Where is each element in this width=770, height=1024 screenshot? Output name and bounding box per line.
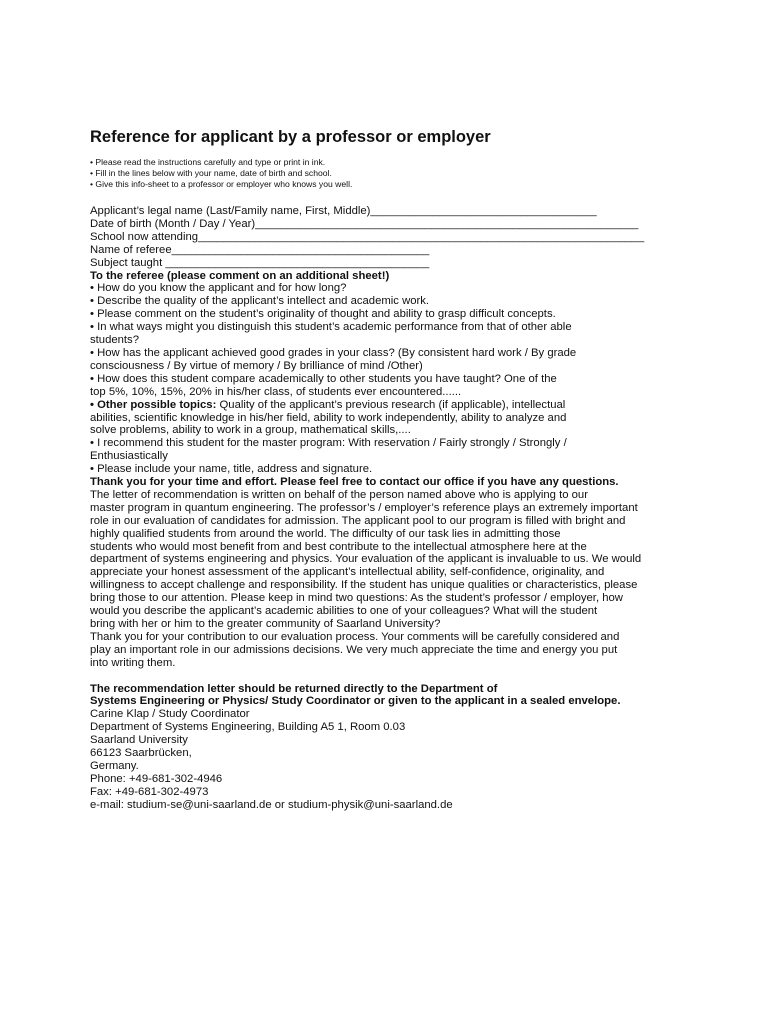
- question-item: [90, 399, 690, 412]
- instruction-item: • Give this info-sheet to a professor or employer who knows you well.: [90, 179, 353, 189]
- document-page: [90, 124, 690, 812]
- paragraph-line: willingness to accept challenge and responsibility. If the student has unique qualities or characteristics, please: [90, 579, 638, 592]
- question-item: • Please include your name, title, address and signature.: [90, 463, 373, 476]
- paragraph-spacer: [90, 670, 690, 683]
- document-body: [90, 205, 690, 812]
- paragraph-line: role in our evaluation of candidates for admission. The applicant pool to our program is filled with bright and: [90, 514, 626, 527]
- return-notice-line: The recommendation letter should be returned directly to the Department of: [90, 682, 498, 695]
- referee-name-field[interactable]: Name of referee_________________________________________: [90, 243, 430, 256]
- instructions-list: [90, 157, 690, 190]
- paragraph-line: bring with her or him to the greater community of Saarland University?: [90, 618, 441, 630]
- paragraph-line: appreciate your honest assessment of the applicant’s intellectual ability, self-confidence, originality, and: [90, 566, 605, 579]
- question-item: Enthusiastically: [90, 450, 168, 463]
- question-item: • Describe the quality of the applicant’s intellect and academic work.: [90, 295, 430, 308]
- paragraph-line: Thank you for your contribution to our evaluation process. Your comments will be carefully considered and: [90, 630, 620, 643]
- contact-department: Department of Systems Engineering, Building A5 1, Room 0.03: [90, 721, 406, 734]
- question-item: abilities, scientific knowledge in his/her field, ability to work independently, ability to analyze and: [90, 411, 567, 424]
- contact-university: Saarland University: [90, 734, 188, 747]
- contact-name: Carine Klap / Study Coordinator: [90, 708, 250, 721]
- question-item: • How do you know the applicant and for how long?: [90, 282, 347, 295]
- thanks-line: Thank you for your time and effort. Please feel free to contact our office if you have any questions.: [90, 476, 619, 489]
- referee-heading: To the referee (please comment on an additional sheet!): [90, 269, 390, 282]
- other-topics-label: • Other possible topics:: [90, 398, 217, 411]
- instruction-item: • Please read the instructions carefully and type or print in ink.: [90, 157, 326, 167]
- question-item: students?: [90, 334, 139, 347]
- question-item: • In what ways might you distinguish this student’s academic performance from that of other able: [90, 321, 572, 334]
- contact-country: Germany.: [90, 759, 139, 772]
- contact-city: 66123 Saarbrücken,: [90, 747, 192, 760]
- page-title: Reference for applicant by a professor or employer: [90, 128, 491, 146]
- question-item: • How has the applicant achieved good grades in your class? (By consistent hard work / By grade: [90, 346, 577, 359]
- contact-email[interactable]: e-mail: studium-se@uni-saarland.de or studium-physik@uni-saarland.de: [90, 798, 453, 811]
- recommendation-paragraph: [90, 489, 690, 670]
- question-item: • Please comment on the student’s originality of thought and ability to grasp difficult concepts.: [90, 308, 556, 321]
- return-notice-line: Systems Engineering or Physics/ Study Coordinator or given to the applicant in a sealed envelope.: [90, 695, 621, 708]
- paragraph-line: would you describe the applicant’s academic abilities to one of your colleagues? What will the student: [90, 605, 598, 618]
- paragraph-line: into writing them.: [90, 656, 176, 669]
- return-notice: [90, 683, 690, 709]
- contact-phone: Phone: +49-681-302-4946: [90, 772, 223, 785]
- form-fields: [90, 205, 690, 270]
- legal-name-field[interactable]: Applicant’s legal name (Last/Family name, First, Middle)____________________________________: [90, 205, 597, 217]
- subject-taught-field[interactable]: Subject taught __________________________________________: [90, 256, 430, 269]
- paragraph-line: bring those to our attention. Please keep in mind two questions: As the student’s professor / employer, how: [90, 592, 623, 605]
- instruction-item: • Fill in the lines below with your name, date of birth and school.: [90, 168, 332, 178]
- paragraph-line: The letter of recommendation is written on behalf of the person named above who is applying to our: [90, 488, 588, 501]
- question-item: consciousness / By virtue of memory / By brilliance of mind /Other): [90, 359, 423, 372]
- contact-block: [90, 708, 690, 811]
- question-item: • I recommend this student for the master program: With reservation / Fairly strongly / Strongly /: [90, 437, 567, 450]
- paragraph-line: students who would most benefit from and best contribute to the intellectual atmosphere here at the: [90, 540, 587, 553]
- question-item: solve problems, ability to work in a group, mathematical skills,....: [90, 424, 411, 437]
- paragraph-line: play an important role in our admissions decisions. We very much appreciate the time and energy you put: [90, 643, 618, 656]
- paragraph-line: master program in quantum engineering. The professor’s / employer’s reference plays an extremely important: [90, 501, 638, 514]
- paragraph-line: department of systems engineering and physics. Your evaluation of the applicant is invaluable to us. We would: [90, 553, 642, 566]
- paragraph-line: highly qualified students from around the world. The difficulty of our task lies in admitting those: [90, 527, 561, 540]
- other-topics-text: Quality of the applicant’s previous research (if applicable), intellectual: [216, 398, 566, 411]
- referee-section: [90, 270, 690, 477]
- school-field[interactable]: School now attending_______________________________________________________________________: [90, 230, 645, 243]
- question-item: top 5%, 10%, 15%, 20% in his/her class, of students ever encountered......: [90, 385, 462, 398]
- date-of-birth-field[interactable]: Date of birth (Month / Day / Year)_____________________________________________________________: [90, 217, 639, 230]
- question-item: • How does this student compare academically to other students you have taught? One of the: [90, 372, 557, 385]
- contact-fax: Fax: +49-681-302-4973: [90, 785, 209, 798]
